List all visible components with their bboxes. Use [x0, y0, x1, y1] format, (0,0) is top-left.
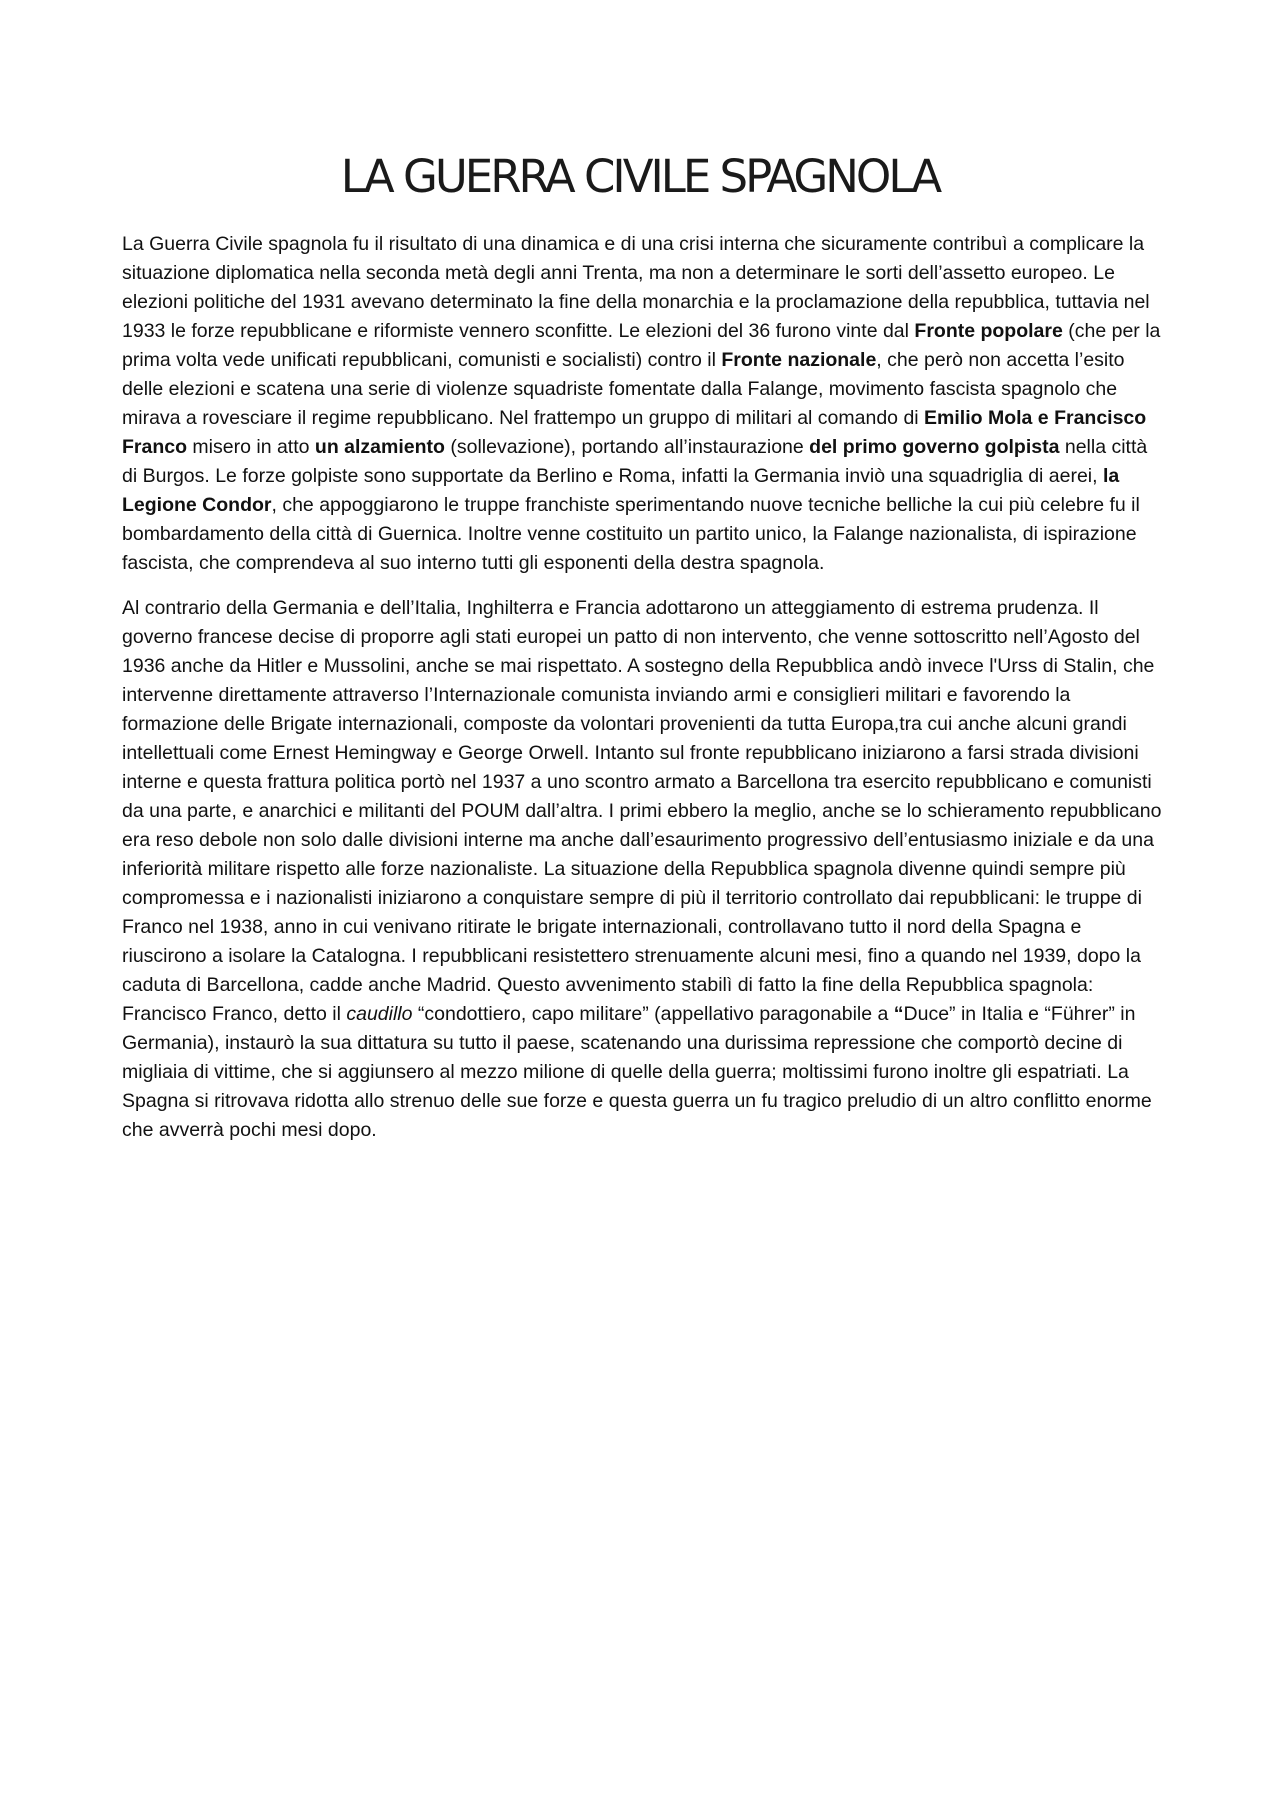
bold-run: “: [893, 1003, 904, 1025]
text-run: (sollevazione), portando all’instaurazione: [444, 436, 810, 458]
text-run: La Guerra Civile spagnola fu il risultato di una dinamica e di una crisi interna che sicuramente contribuì a complicare la situazione diplomatica nella seconda metà degli anni Trenta, ma non a determinare le sorti dell’assetto europeo. Le elezioni politiche del 1931 avevano determinato la fine della monarchia e la proclamazione della repubblica, tuttavia nel 1933 le forze repubblicane e riformiste vennero sconfitte. Le elezioni del 36 furono vinte dal: [122, 233, 1150, 342]
text-run: misero in atto: [187, 436, 315, 458]
bold-run: Fronte nazionale: [721, 349, 877, 371]
text-run: “condottiero, capo militare” (appellativo paragonabile a: [412, 1003, 894, 1025]
page-title: LA GUERRA CIVILE SPAGNOLA: [340, 150, 940, 203]
bold-run: Fronte popolare: [914, 320, 1063, 342]
text-run: , che appoggiarono le truppe franchiste sperimentando nuove tecniche belliche la cui più celebre fu il bombardamento della città di Guernica. Inoltre venne costituito un partito unico, la Falange nazionalista, di ispirazione fascista, che comprendeva al suo interno tutti gli esponenti della destra spagnola.: [122, 494, 1140, 574]
italic-run: caudillo: [346, 1003, 413, 1025]
bold-run: la Legione Condor: [122, 465, 1120, 516]
bold-run: Emilio Mola e Francisco Franco: [122, 407, 1147, 458]
paragraph-2: [122, 594, 1167, 1145]
bold-run: un alzamiento: [314, 436, 445, 458]
text-run: Duce” in Italia e “Führer” in Germania), instaurò la sua dittatura su tutto il paese, scatenando una durissima repressione che comportò decine di migliaia di vittime, che si aggiunsero al mezzo milione di quelle della guerra; moltissimi furono inoltre gli espatriati. La Spagna si ritrovava ridotta allo strenuo delle sue forze e questa guerra un fu tragico preludio di un altro conflitto enorme che avverrà pochi mesi dopo.: [122, 1003, 1152, 1141]
paragraph-1: [122, 230, 1167, 578]
bold-run: del primo governo golpista: [809, 436, 1060, 458]
text-run: Al contrario della Germania e dell’Italia, Inghilterra e Francia adottarono un atteggiamento di estrema prudenza. Il governo francese decise di proporre agli stati europei un patto di non intervento, che venne sottoscritto nell’Agosto del 1936 anche da Hitler e Mussolini, anche se mai rispettato. A sostegno della Repubblica andò invece l'Urss di Stalin, che intervenne direttamente attraverso l’Internazionale comunista inviando armi e consiglieri militari e favorendo la formazione delle Brigate internazionali, composte da volontari provenienti da tutta Europa,tra cui anche alcuni grandi intellettuali come Ernest Hemingway e George Orwell. Intanto sul fronte repubblicano iniziarono a farsi strada divisioni interne e questa frattura politica portò nel 1937 a uno scontro armato a Barcellona tra esercito repubblicano e comunisti da una parte, e anarchici e militanti del POUM dall’altra. I primi ebbero la meglio, anche se lo schieramento repubblicano era reso debole non solo dalle divisioni interne ma anche dall’esaurimento progressivo dell’entusiasmo iniziale e da una inferiorità militare rispetto alle forze nazionaliste. La situazione della Repubblica spagnola divenne quindi sempre più compromessa e i nazionalisti iniziarono a conquistare sempre di più il territorio controllato dai repubblicani: le truppe di Franco nel 1938, anno in cui venivano ritirate le brigate internazionali, controllavano tutto il nord della Spagna e riuscirono a isolare la Catalogna. I repubblicani resistettero strenuamente alcuni mesi, fino a quando nel 1939, dopo la caduta di Barcellona, cadde anche Madrid. Questo avvenimento stabilì di fatto la fine della Repubblica spagnola: Francisco Franco, detto il: [122, 597, 1162, 1025]
text-run: nella città di Burgos. Le forze golpiste sono supportate da Berlino e Roma, infatti la Germania inviò una squadriglia di aerei,: [122, 436, 1148, 487]
document-body: [122, 230, 1167, 1161]
text-run: , che però non accetta l’esito delle elezioni e scatena una serie di violenze squadriste fomentate dalla Falange, movimento fascista spagnolo che mirava a rovesciare il regime repubblicano. Nel frattempo un gruppo di militari al comando di: [122, 349, 1125, 429]
text-run: (che per la prima volta vede unificati repubblicani, comunisti e socialisti) contro il: [122, 320, 1161, 371]
